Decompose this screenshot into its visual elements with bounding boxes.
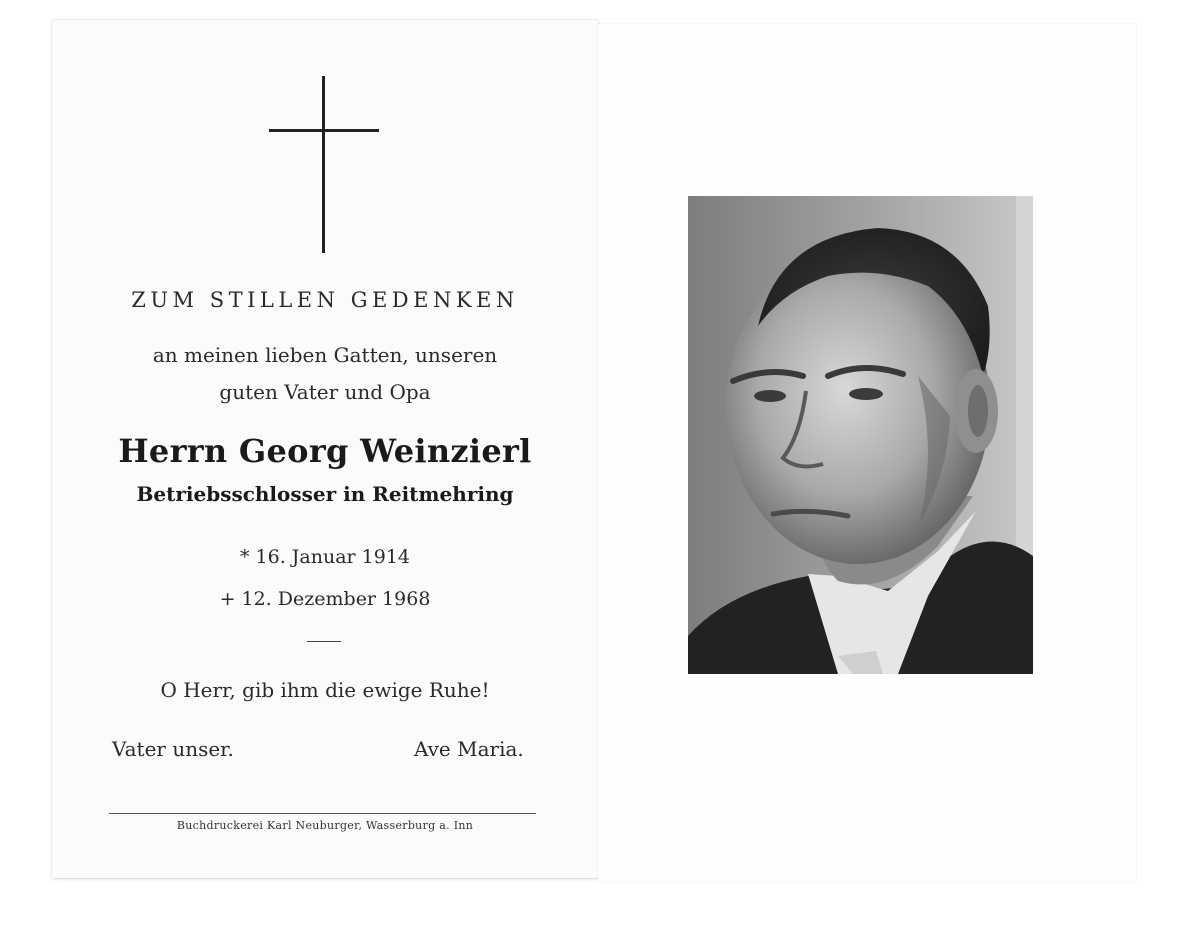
death-date: + 12. Dezember 1968 [219, 588, 431, 610]
divider-printer [109, 813, 536, 814]
portrait-drawing [688, 196, 1033, 674]
memorial-heading: ZUM STILLEN GEDENKEN [131, 288, 519, 312]
intro-line-1: an meinen lieben Gatten, unseren [152, 343, 498, 367]
birth-date: * 16. Januar 1914 [239, 546, 411, 568]
cross-icon-bar [269, 129, 379, 132]
prayer-text: O Herr, gib ihm die ewige Ruhe! [160, 678, 490, 702]
cross-icon [322, 76, 325, 253]
prayer-ave-maria: Ave Maria. [414, 737, 524, 761]
divider-short [307, 641, 341, 642]
intro-line-2: guten Vater und Opa [219, 380, 431, 404]
prayer-vater-unser: Vater unser. [112, 737, 234, 761]
printer-imprint: Buchdruckerei Karl Neuburger, Wasserburg a. Inn [176, 819, 474, 832]
deceased-name: Herrn Georg Weinzierl [118, 432, 532, 470]
portrait-photo [688, 196, 1033, 674]
deceased-occupation: Betriebsschlosser in Reitmehring [136, 482, 514, 506]
